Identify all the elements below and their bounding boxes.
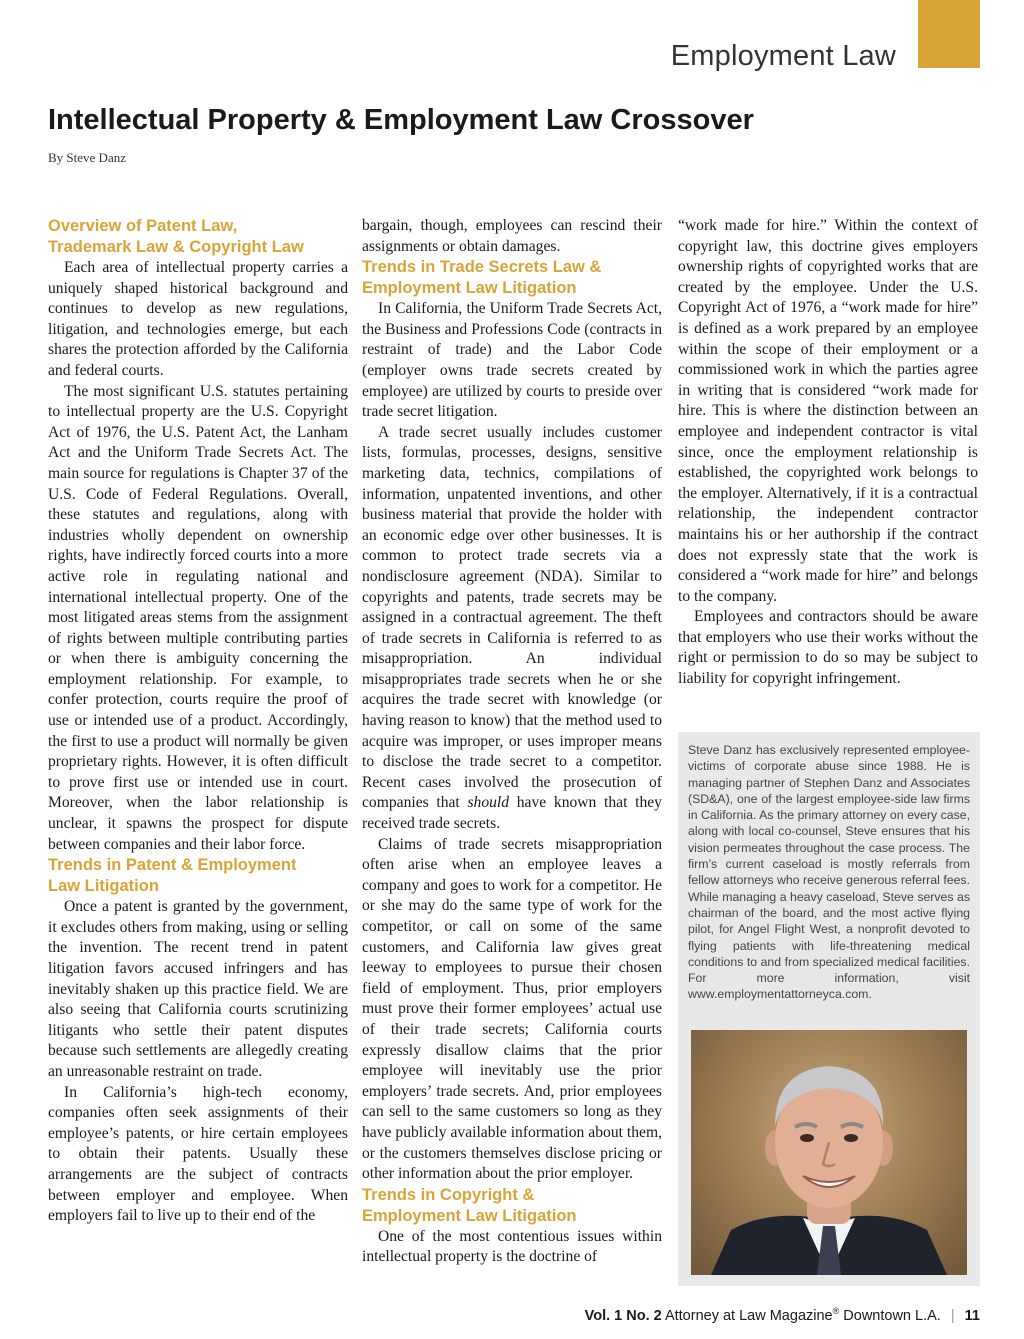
paragraph: A trade secret usually includes customer lists, formulas, processes, designs, sensitive marketing data, technics, compilations of information, unpatented inventions, and other business material that provide the holder with an economic edge over other businesses. It is common to protect trade secrets via a nondisclosure agreement (NDA). Similar to copyrights and patents, trade secrets may be assigned in a contractual agreement. The theft of trade secrets in California is referred to as misappropriation. An individual misappropriates trade secrets when he or she acquires the trade secret with knowledge (or having reason to know) that the method used to acquire was improper, or uses improper means to disclose the trade secret to a competitor. Recent cases involved the prosecution of companies that should have known that they received trade secrets.: [362, 423, 662, 833]
heading-patent-trends: Trends in Patent & Employment Law Litigation: [48, 856, 297, 896]
page-footer: [585, 1306, 980, 1324]
column-1: [48, 216, 348, 1227]
page-number: 11: [964, 1307, 980, 1324]
footer-registered: ®: [832, 1306, 840, 1316]
paragraph: Claims of trade secrets misappropriation often arise when an employee leaves a company and goes to work for a competitor. He or she may do the same type of work for the competitor, or call on some of the same customers, and California law gives great leeway to employees to pursue their chosen field of employment. Thus, prior employers must prove their former employees’ actual use of their trade secrets; California courts expressly disallow claims that the prior employee will inevitably use the prior employers’ trade secrets. And, prior employees can sell to the same customers so long as they have publicly available information about them, or the customers themselves disclose pricing or other information about the prior employer.: [362, 835, 662, 1183]
paragraph: Once a patent is granted by the government, it excludes others from making, using or selling the invention. The recent trend in patent litigation favors accused infringers and has inevitably shaken up this practice field. We are also seeing that California courts scrutinizing litigants who settle their patent disputes because such settlements are allegedly creating an unreasonable restraint on trade.: [48, 898, 348, 1080]
author-portrait-icon: [691, 1030, 967, 1275]
paragraph: “work made for hire.” Within the context of copyright law, this doctrine gives employers ownership rights of copyrighted works that are created by the employee. Under the U.S. Copyright Act of 1976, a “work made for hire” is defined as a work prepared by an employee within the scope of their employment or a commissioned work in which the parties agree in writing that is considered “work made for hire. This is where the distinction between an employee and independent contractor is vital since, once the employment relationship is established, the copyrighted work belongs to the employer. Alternatively, if it is a contractual relationship, the independent contractor maintains his or her authorship if the contract does not expressly state that the work is considered a “work made for hire” and belongs to the company.: [678, 217, 978, 605]
heading-overview: Overview of Patent Law, Trademark Law & Copyright Law: [48, 217, 304, 256]
footer-volume: Vol. 1 No. 2: [584, 1307, 662, 1324]
footer-edition: Downtown L.A.: [843, 1307, 941, 1324]
article-title: Intellectual Property & Employment Law Crossover: [48, 104, 754, 136]
paragraph: Employees and contractors should be aware that employers who use their works without the right or permission to do so may be subject to liability for copyright infringement.: [678, 608, 978, 688]
column-3: [678, 216, 978, 690]
section-color-tab: [918, 0, 980, 68]
paragraph: bargain, though, employees can rescind their assignments or obtain damages.: [362, 217, 662, 255]
author-bio-text: Steve Danz has exclusively represented employee-victims of corporate abuse since 1988. He is managing partner of Stephen Danz and Associates (SD&A), one of the largest employee-side law firms in California. As the primary attorney on every case, along with local co-counsel, Steve ensures that his vision permeates throughout the case process. The firm’s current caseload is mostly referrals from fellow attorneys who receive generous referral fees. While managing a heavy caseload, Steve serves as chairman of the board, and the most active flying pilot, for Angel Flight West, a nonprofit devoted to flying patients with life-threatening medical conditions to and from specialized medical facilities. For more information, visit www.employmentattorneyca.com.: [688, 743, 970, 1002]
paragraph: One of the most contentious issues within intellectual property is the doctrine of: [362, 1227, 662, 1266]
footer-magazine: Attorney at Law Magazine: [664, 1307, 833, 1324]
heading-copyright-trends: Trends in Copyright & Employment Law Litigation: [362, 1185, 577, 1225]
heading-trade-secrets: Trends in Trade Secrets Law & Employment Law Litigation: [362, 258, 602, 298]
paragraph: Each area of intellectual property carries a uniquely shaped historical background and continues to develop as new regulations, litigation, and technologies emerge, but each shares the protection afforded by the California and federal courts.: [48, 259, 348, 379]
column-2: [362, 216, 662, 1268]
paragraph: In California, the Uniform Trade Secrets Act, the Business and Professions Code (contracts in restraint of trade) and the Labor Code (employer owns trade secrets created by employee) are utilized by courts to preside over trade secret litigation.: [362, 300, 662, 421]
paragraph: In California’s high-tech economy, companies often seek assignments of their employee’s patents, or hire certain employees to obtain their patents. Usually these arrangements are the subject of contracts between employer and employee. When employers fail to live up to their end of the: [48, 1083, 348, 1225]
paragraph: The most significant U.S. statutes pertaining to intellectual property are the U.S. Copyright Act of 1976, the U.S. Patent Act, the Lanham Act and the Uniform Trade Secrets Act. The main source for regulations is Chapter 37 of the U.S. Code of Federal Regulations. Overall, these statutes and regulations, along with industries wholly dependent on ownership rights, have indirectly forced courts into a more active role in regulating national and international intellectual property. One of the most litigated areas stems from the assignment of rights between multiple contributing parties or when there is ambiguity concerning the employment relationship. For example, to confer protection, courts require the proof of use or intended use of a product. Accordingly, the first to use a product will normally be given proprietary rights. However, it is often difficult to prove first use or intended use in court. Moreover, when the labor relationship is unclear, it spawns the prospect for dispute between companies and their labor force.: [48, 382, 348, 853]
byline: By Steve Danz: [48, 150, 126, 165]
author-photo: [691, 1030, 967, 1275]
section-label: Employment Law: [670, 40, 896, 72]
footer-separator: |: [950, 1307, 955, 1324]
